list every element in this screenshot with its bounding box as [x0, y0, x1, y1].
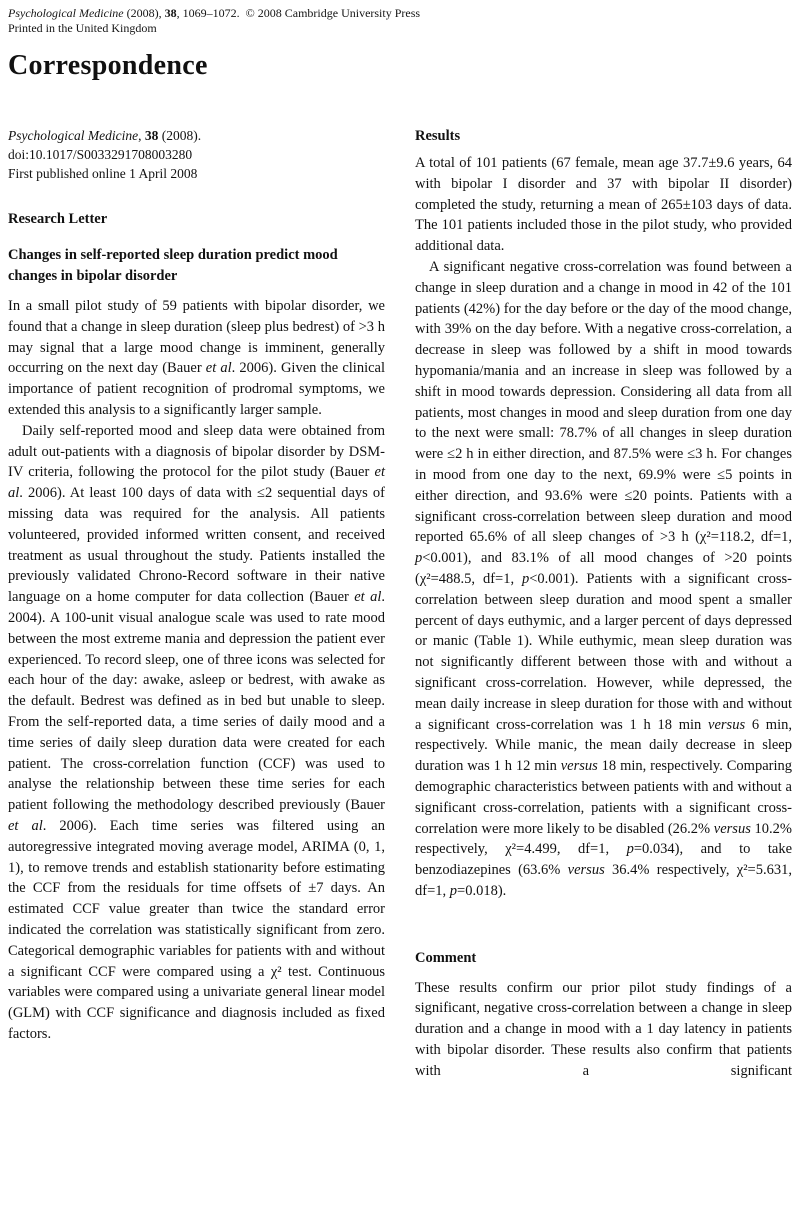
right-column — [415, 126, 792, 1082]
two-column-body — [8, 126, 792, 1082]
citation-doi-line: doi:10.1017/S0033291708003280 — [8, 147, 193, 162]
paragraph-results-1: A total of 101 patients (67 female, mean age 37.7±9.6 years, 64 with bipolar I disorder and 37 with bipolar II disorder) completed the study, returning a mean of 265±103 days of data. The 101 patients included those in the pilot study, who provided additional data. — [415, 155, 792, 255]
comment-heading: Comment — [415, 949, 477, 966]
results-heading: Results — [415, 128, 461, 144]
page-title: Correspondence — [8, 50, 208, 81]
left-column — [8, 126, 385, 1082]
paragraph-results-2: A significant negative cross-correlation was found between a change in sleep duration and a change in mood in 42 of the 101 patients (42%) for the day before or the day of the mood change, with 39% on the day before. With a negative cross-correlation, a decrease in sleep was followed by a shift in mood towards hypomania/mania and an increase in sleep was followed by a shift in mood towards depression. Considering all data from all patients, most changes in mood and sleep duration from one day to the next were small: 78.7% of all changes in sleep duration were ≤2 h in either direction, and 87.5% were ≤3 h. For changes in mood from one day to the next, 69.9% were ≤5 points in either direction, and 93.6% were ≤20 points. Patients with a significant cross-correlation between sleep duration and mood reported 65.6% of all sleep changes of >3 h (χ²=118.2, df=1, p<0.001), and 83.1% of all mood changes of >20 points (χ²=488.5, df=1, p<0.001). Patients with a significant cross-correlation between sleep duration and mood spent a smaller percent of days euthymic, and a larger percent of days depressed or manic (Table 1). While euthymic, mean sleep duration was not significantly different between those with and without a significant cross-correlation. However, while depressed, the mean daily increase in sleep duration for those with and without a significant cross-correlation was 1 h 18 min versus 6 min, respectively. While manic, the mean daily decrease in sleep duration was 1 h 12 min versus 18 min, respectively. Comparing demographic characteristics between patients with and without a significant cross-correlation, patients with a significant cross-correlation were more likely to be disabled (26.2% versus 10.2% respectively, χ²=4.499, df=1, p=0.034), and to take benzodiazepines (63.6% versus 36.4% respectively, χ²=5.631, df=1, p=0.018). — [415, 258, 793, 899]
section-heading-research-letter: Research Letter — [8, 211, 108, 227]
journal-citation-line: Psychological Medicine (2008), 38, 1069–1072. © 2008 Cambridge University Press — [8, 6, 421, 20]
paragraph-methods: Daily self-reported mood and sleep data were obtained from adult out-patients with a diagnosis of bipolar disorder by DSM-IV criteria, following the protocol for the pilot study (Bauer et al. 2006). At least 100 days of data with ≤2 sequential days of missing data was required for the analysis. All patients volunteered, provided informed written consent, and received treatment as usual throughout the study. Patients installed the previously validated Chrono-Record software in their native language on a home computer for data collection (Bauer et al. 2004). A 100-unit visual analogue scale was used to rate mood between the most extreme mania and depression the patient ever experienced. To record sleep, one of three icons was selected for each hour of the day: awake, asleep or bedrest, with awake as the default. Bedrest was defined as in bed but unable to sleep. From the self-reported data, a time series of daily mood and a time series of daily sleep duration data were created for each patient. The cross-correlation function (CCF) was used to analyse the relationship between these time series for each patient following the methodology described previously (Bauer et al. 2006). Each time series was filtered using an autoregressive integrated moving average model, ARIMA (0, 1, 1), to remove trends and establish stationarity before estimating the CCF from the residuals for time offsets of ±7 days. An estimated CCF value greater than twice the standard error indicated the correlation was statistically significant from zero. Categorical demographic variables for patients with and without a significant CCF were compared using a χ² test. Continuous variables were compared using a univariate general linear model (GLM) with CCF significance and diagnosis included as fixed factors. — [8, 422, 385, 1042]
citation-published-line: First published online 1 April 2008 — [8, 166, 198, 181]
paragraph-introduction: In a small pilot study of 59 patients with bipolar disorder, we found that a change in sleep duration (sleep plus bedrest) of >3 h may signal that a large mood change is imminent, generally occurring on the next day (Bauer et al. 2006). Given the clinical importance of patient recognition of prodromal symptoms, we extended this analysis to a significantly larger sample. — [8, 298, 385, 418]
citation-journal-line: Psychological Medicine, 38 (2008). — [8, 128, 202, 143]
article-title: Changes in self-reported sleep duration predict mood changes in bipolar disorder — [8, 247, 338, 284]
masthead — [8, 6, 792, 36]
printed-in-line: Printed in the United Kingdom — [8, 21, 157, 35]
paragraph-comment-1: These results confirm our prior pilot study findings of a significant, negative cross-correlation between a change in sleep duration and a change in mood with a 1 day latency in patients with bipolar disorder. These results also confirm that patients with a significant — [415, 979, 792, 1079]
article-citation-block — [8, 126, 385, 183]
